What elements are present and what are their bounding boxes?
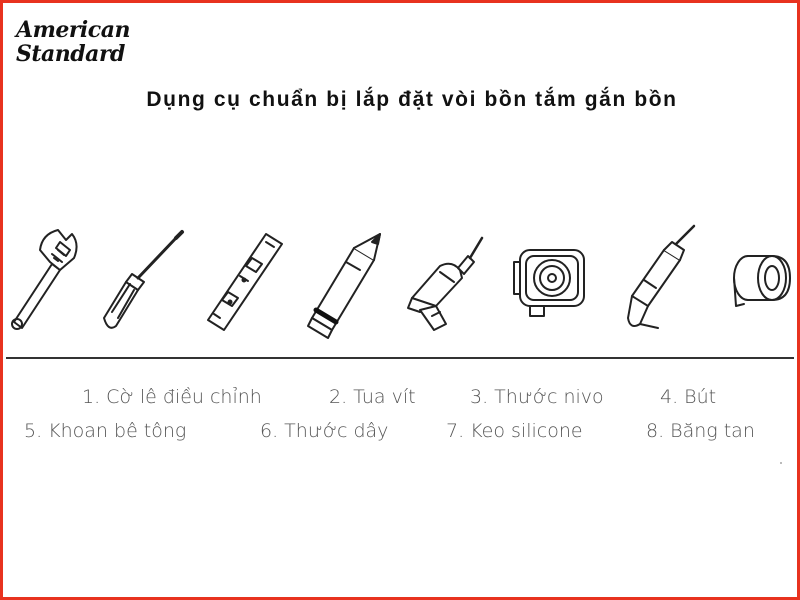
pencil-icon [308,234,380,338]
screwdriver-icon [104,232,182,328]
tool-label-6: 6. Thước dây [260,420,389,442]
drill-icon [408,238,482,330]
tool-label-1: 1. Cờ lê điều chỉnh [82,386,262,408]
tape-measure-icon [514,250,584,316]
tools-illustration [0,220,800,340]
brand-line-1: American [16,17,130,43]
tool-label-8: 8. Băng tan [646,420,755,442]
divider-line [6,357,794,359]
page-title: Dụng cụ chuẩn bị lắp đặt vòi bồn tắm gắn bồn [146,88,678,111]
tool-label-4: 4. Bút [660,386,717,408]
level-icon [208,234,282,330]
brand-line-2: Standard [16,41,125,67]
tool-label-3: 3. Thước nivo [470,386,604,408]
tape-roll-icon [734,256,790,306]
wrench-icon [12,230,77,329]
tool-label-7: 7. Keo silicone [446,420,583,442]
decorative-dot [780,462,782,464]
tool-label-5: 5. Khoan bê tông [24,420,187,442]
brand-logo [16,18,136,66]
caulk-gun-icon [628,226,694,328]
tool-label-2: 2. Tua vít [329,386,416,408]
